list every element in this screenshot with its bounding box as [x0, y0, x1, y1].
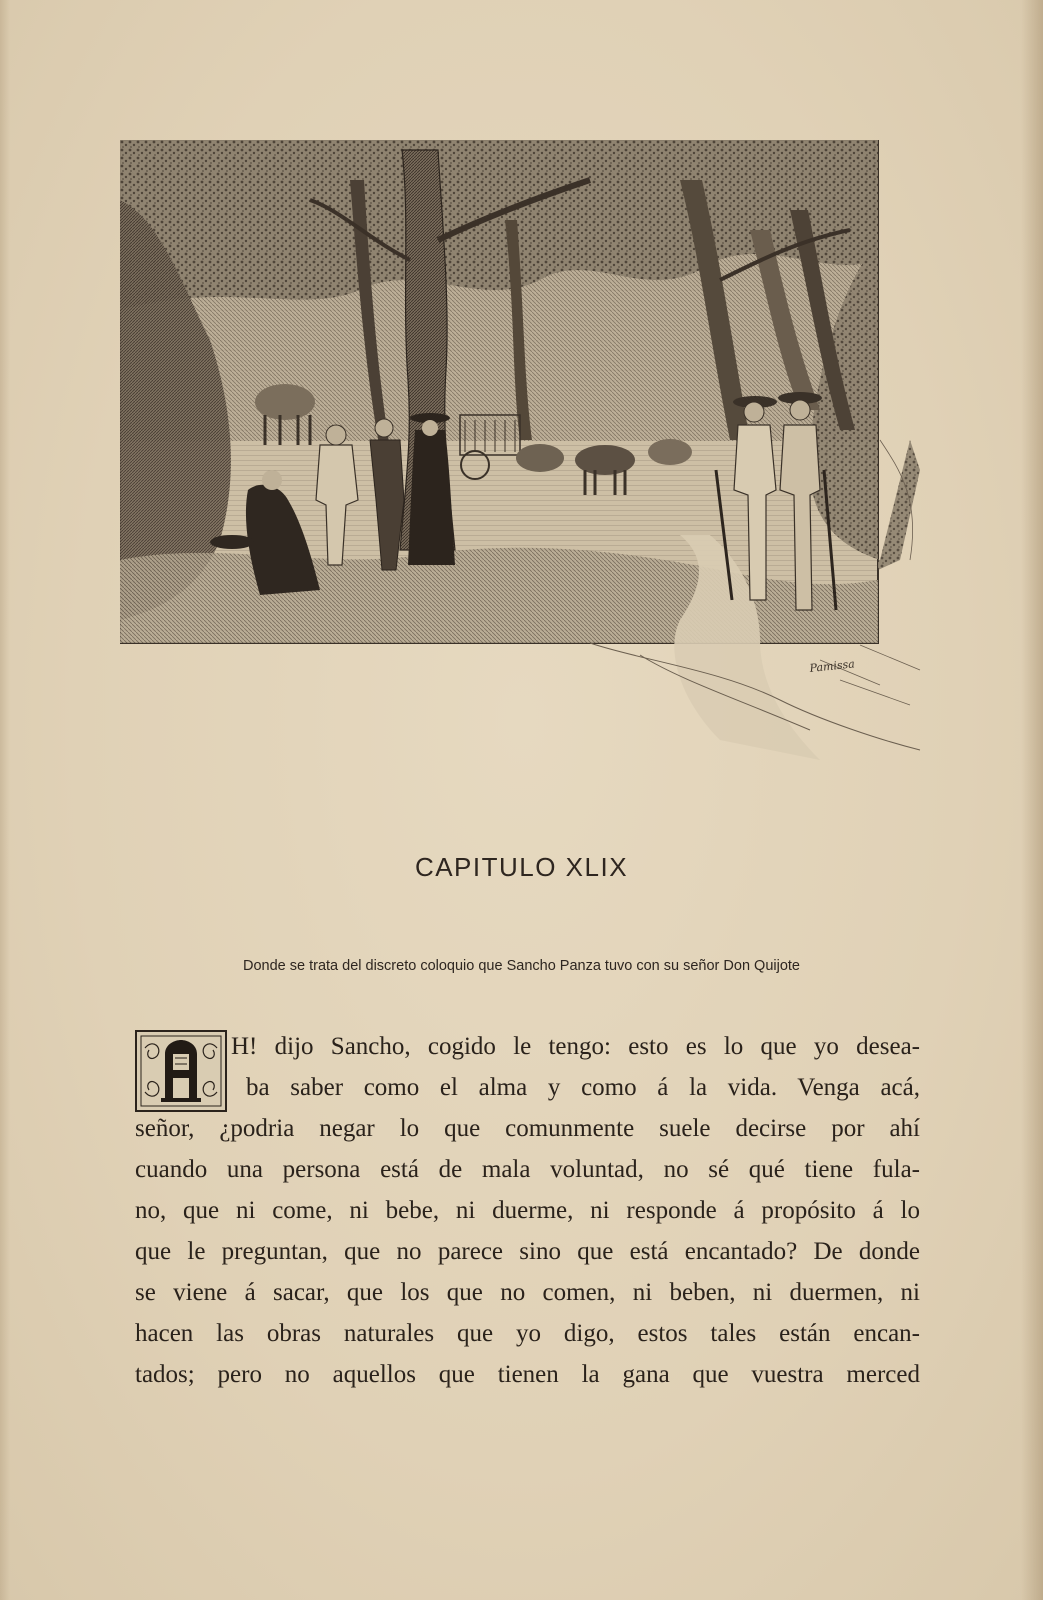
paragraph-line: señor, ¿podria negar lo que comunmente suele decirse por ahí	[135, 1115, 920, 1142]
paragraph-line: H! dijo Sancho, cogido le tengo: esto es lo que yo desea-	[231, 1033, 920, 1060]
forest-engraving	[120, 140, 940, 760]
chapter-title: CAPITULO XLIX	[414, 852, 629, 882]
paragraph-line: ba saber como el alma y como á la vida. Venga acá,	[246, 1074, 920, 1101]
chapter-illustration	[120, 140, 940, 760]
page-right-shadow	[1021, 0, 1043, 1600]
paragraph-line: se viene á sacar, que los que no comen, ni beben, ni duermen, ni	[135, 1279, 920, 1306]
paragraph-line: hacen las obras naturales que yo digo, estos tales están encan-	[135, 1320, 920, 1347]
paragraph-line: tados; pero no aquellos que tienen la gana que vuestra merced	[135, 1361, 920, 1388]
drop-cap	[135, 1030, 227, 1112]
ornamental-letter-a-icon	[135, 1030, 227, 1112]
artist-signature: Pamissa	[808, 657, 856, 675]
paragraph-line: que le preguntan, que no parece sino que está encantado? De donde	[135, 1238, 920, 1265]
page-left-shadow	[0, 0, 10, 1600]
chapter-subtitle: Donde se trata del discreto coloquio que Sancho Panza tuvo con su señor Don Quijote	[243, 958, 800, 974]
paragraph-line: no, que ni come, ni bebe, ni duerme, ni responde á propósito á lo	[135, 1197, 920, 1224]
paragraph-line: cuando una persona está de mala voluntad, no sé qué tiene fula-	[135, 1156, 920, 1183]
